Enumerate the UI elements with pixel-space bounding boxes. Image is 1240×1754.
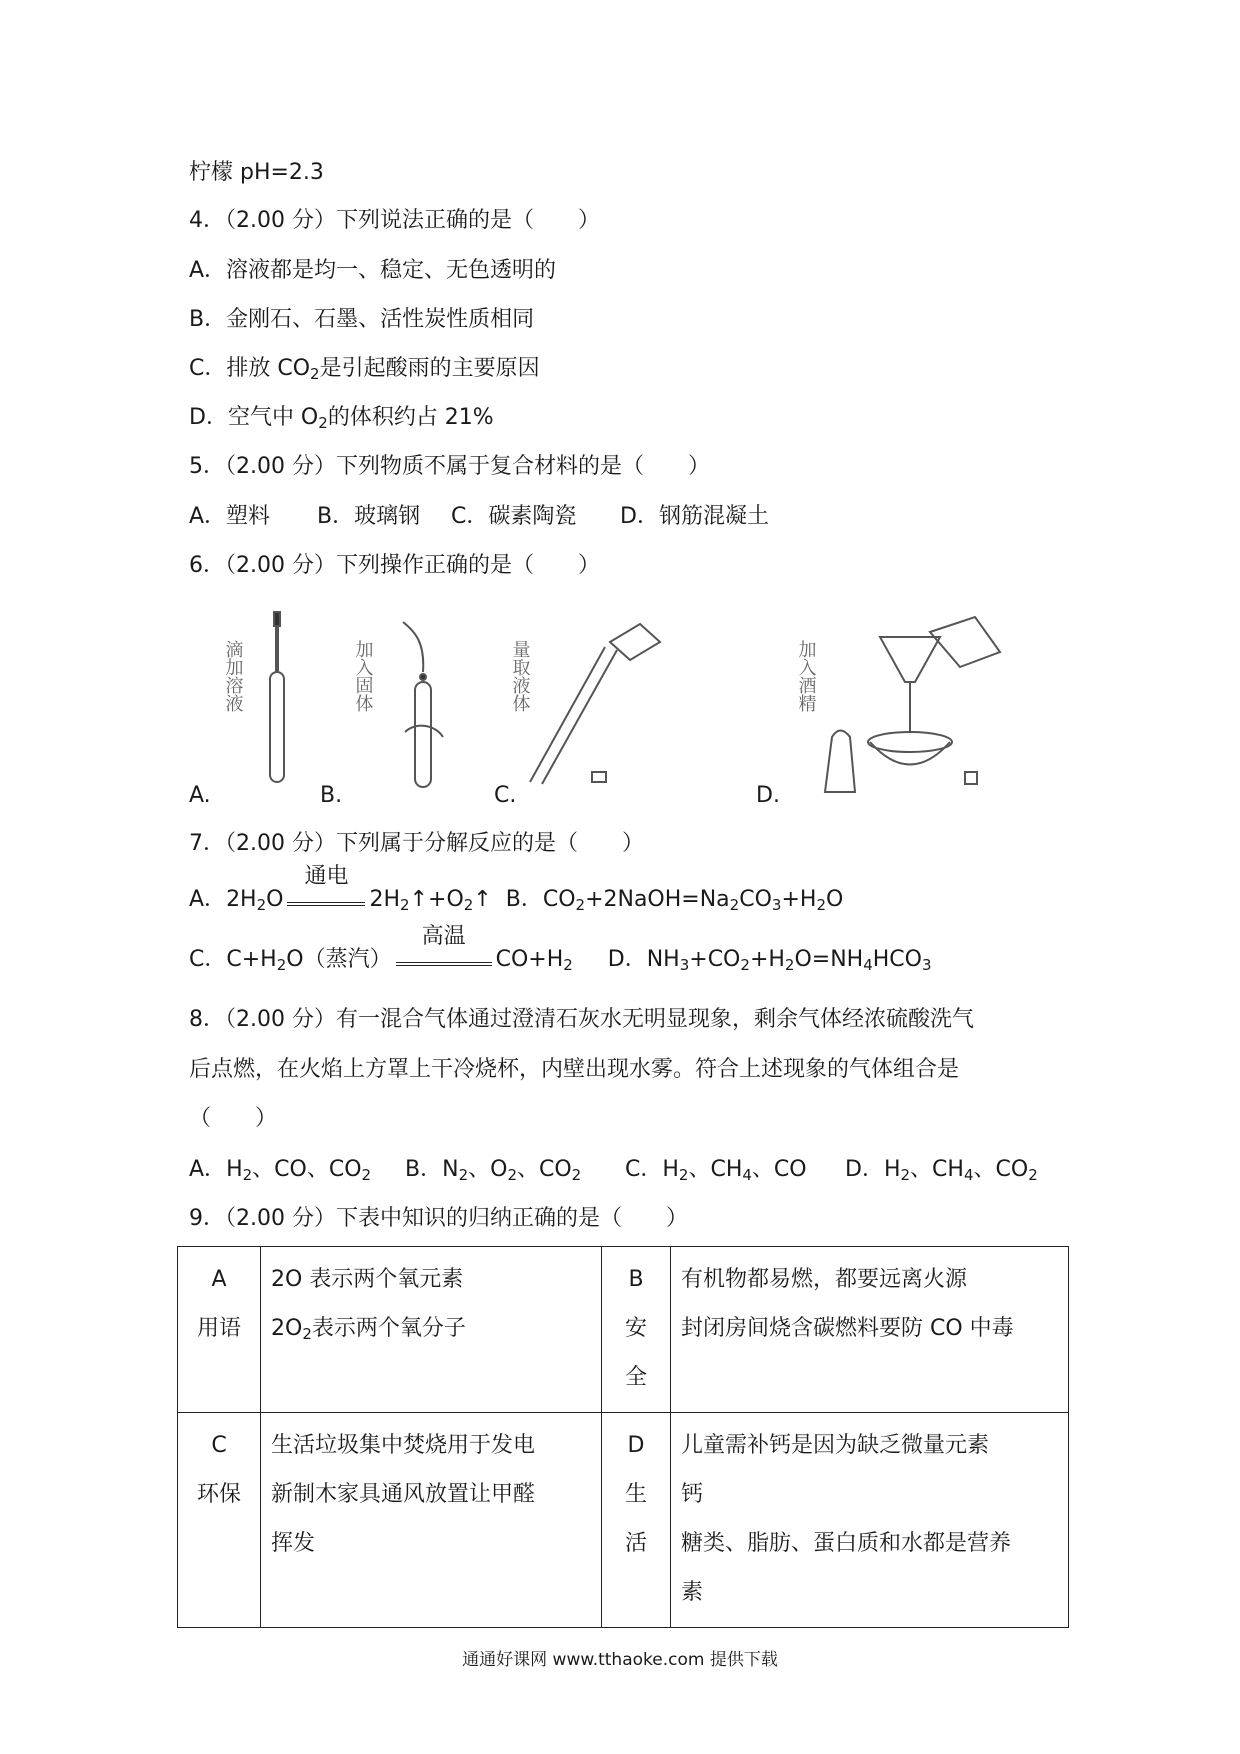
q4-option-a: A．溶液都是均一、稳定、无色透明的 <box>189 258 557 283</box>
q5-option-b: B．玻璃钢 <box>317 504 421 529</box>
q4-option-d: D．空气中 $O_2$的体积约占 21% <box>189 405 494 432</box>
q4-option-c: C．排放 $CO_2$是引起酸雨的主要原因 <box>189 356 540 383</box>
q6-option-b: B. <box>320 783 343 808</box>
q8-option-d: D．$H_2$、$CH_4$、$CO_2$ <box>845 1157 1038 1184</box>
cell-b-label: B 安 全 <box>602 1247 671 1413</box>
q5-option-d: D．钢筋混凝土 <box>620 504 769 529</box>
knowledge-table <box>177 1246 1069 1628</box>
figure-c-measure-liquid <box>510 612 700 792</box>
figure-d-add-alcohol <box>795 612 1020 797</box>
q4-stem: 4．（2.00 分）下列说法正确的是（ ） <box>189 208 600 233</box>
table-row <box>178 1413 1069 1628</box>
q8-line3: （ ） <box>189 1106 278 1131</box>
q6-option-a: A. <box>189 783 211 808</box>
figure-d-label: 加入酒精 <box>795 640 817 712</box>
q6-option-d: D. <box>756 783 780 808</box>
q6-stem: 6．（2.00 分）下列操作正确的是（ ） <box>189 553 600 578</box>
q8-option-c: C．$H_2$、$CH_4$、CO <box>625 1157 807 1184</box>
q7-options-cd: C．$C+H_2O$（蒸汽） 高温 $CO+H_2$ D．$NH_3+CO_2+H_2O=NH_4HCO_3$ <box>189 924 932 974</box>
cell-b-content: 有机物都易燃，都要远离火源 封闭房间烧含碳燃料要防 CO 中毒 <box>671 1247 1069 1413</box>
figure-b-label: 加入固体 <box>352 640 374 712</box>
figure-c-label: 量取液体 <box>509 640 531 712</box>
q9-stem: 9．（2.00 分）下表中知识的归纳正确的是（ ） <box>189 1206 688 1231</box>
cell-c-content: 生活垃圾集中焚烧用于发电 新制木家具通风放置让甲醛 挥发 <box>261 1413 602 1628</box>
figure-b-add-solid <box>352 612 455 792</box>
q5-option-c: C．碳素陶瓷 <box>451 504 577 529</box>
q7-options-ab: A．$2H_2O$ 通电 $2H_2↑+O_2↑$ B．$CO_2+2NaOH=Na_2CO_3+H_2O$ <box>189 864 844 914</box>
q5-option-a: A．塑料 <box>189 504 271 529</box>
q8-option-a: A．$H_2$、CO、$CO_2$ <box>189 1157 372 1184</box>
cell-a-label: A 用语 <box>178 1247 261 1413</box>
figure-a-drop-solution <box>222 612 305 792</box>
cell-c-label: C 环保 <box>178 1413 261 1628</box>
q7-stem: 7．（2.00 分）下列属于分解反应的是（ ） <box>189 831 644 856</box>
cell-d-label: D 生 活 <box>602 1413 671 1628</box>
figure-a-label: 滴加溶液 <box>222 640 244 712</box>
cell-a-content: 2O 表示两个氧元素 $2O_2$表示两个氧分子 <box>261 1247 602 1413</box>
q5-stem: 5．（2.00 分）下列物质不属于复合材料的是（ ） <box>189 454 710 479</box>
q8-line1: 8．（2.00 分）有一混合气体通过澄清石灰水无明显现象，剩余气体经浓硫酸洗气 <box>189 1007 974 1032</box>
q7-c-condition: 高温 <box>396 948 492 966</box>
cell-d-content: 儿童需补钙是因为缺乏微量元素 钙 糖类、脂肪、蛋白质和水都是营养 素 <box>671 1413 1069 1628</box>
q8-line2: 后点燃，在火焰上方罩上干冷烧杯，内壁出现水雾。符合上述现象的气体组合是 <box>189 1057 960 1082</box>
q7-a-condition: 通电 <box>287 888 365 906</box>
header-line: 柠檬 pH=2.3 <box>189 160 324 185</box>
q6-option-c: C. <box>494 783 517 808</box>
q4-option-b: B．金刚石、石墨、活性炭性质相同 <box>189 307 535 332</box>
table-row <box>178 1247 1069 1413</box>
footer: 通通好课网 www.tthaoke.com 提供下载 <box>462 1650 778 1670</box>
q8-option-b: B．$N_2$、$O_2$、$CO_2$ <box>405 1157 582 1184</box>
